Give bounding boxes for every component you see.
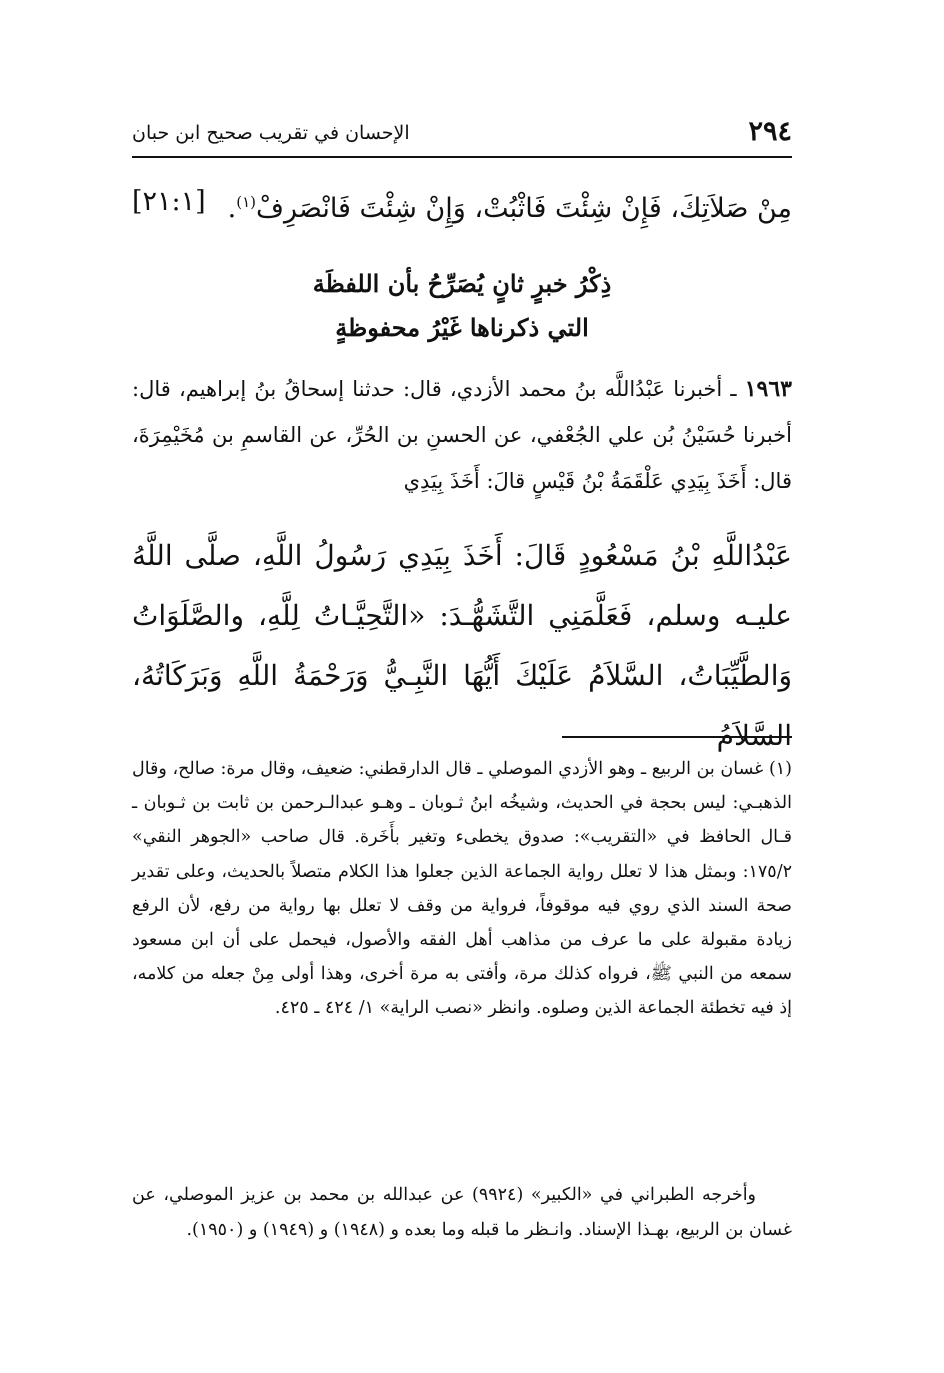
continuation-period: . (227, 193, 237, 224)
footnote-text: غسان بن الربيع ـ وهو الأزدي الموصلي ـ قال الدارقطني: ضعيف، وقال مرة: صالح، وقال الذهبـي: ليس بحجة في الحديث، وشيخُه ابنُ ثـوبان ـ وهـو عبدالـرحمن بن ثابت بن ثـوبان ـ قـال الحافظ في «التقريب»: صدوق يخطىء وتغير بأَخَرة. قال صاحب «الجوهر النقي» ١٧٥/٢: وبمثل هذا لا تعلل رواية الجماعة الذين جعلوا هذا الكلام متصلاً بالحديث، وعلى تقدير صحة السند الذي روي فيه موقوفاً، فرواية من وقف لا تعلل بها رواية من رفع، لأن الرفع زيادة مقبولة على ما عرف من مذاهب أهل الفقه والأصول، فيحمل على أن ابن مسعود سمعه من النبي ﷺ، فرواه كذلك مرة، وأفتى به مرة أخرى، وهذا أولى مِنْ جعله من كلامه، إذ فيه تخطئة الجماعة الذين وصلوه. وانظر «نصب الراية» ١/ ٤٢٤ ـ ٤٢٥. (132, 759, 792, 1019)
footnote-continuation (132, 1178, 792, 1247)
footnote-1 (132, 752, 792, 1026)
continuation-line (132, 178, 792, 233)
hadith-reference: [٢١:١] (132, 186, 206, 217)
hadith-matn: عَبْدُاللَّهِ بْنُ مَسْعُودٍ قَالَ: أَخَذَ بِيَدِي رَسُولُ اللَّهِ، صلَّى اللَّهُ عليـه وسلم، فَعَلَّمَنِي التَّشَهُّـدَ: «التَّحِيَّـاتُ لِلَّهِ، والصَّلَوَاتُ وَالطَّيِّبَاتُ، السَّلاَمُ عَلَيْكَ أَيُّهَا النَّبِـيُّ وَرَحْمَةُ اللَّهِ وَبَرَكَاتُهُ، السَّلاَمُ (132, 539, 792, 752)
page-number: ٢٩٤ (748, 116, 792, 147)
footnote-continuation-text: وأخرجه الطبراني في «الكبير» (٩٩٢٤) عن عبدالله بن محمد بن عزيز الموصلي، عن غسان بن الربيع، بهـذا الإسناد. وانـظر ما قبله وما بعده و (١٩٤٨) و (١٩٤٩) و (١٩٥٠). (132, 1185, 792, 1240)
footnote-reference: (١) (236, 193, 257, 211)
footnote-marker: (١) (768, 759, 792, 779)
hadith-number: ١٩٦٣ (744, 376, 792, 402)
chapter-heading-line-1: ذِكْرُ خبرٍ ثانٍ يُصَرِّحُ بأن اللفظَة (312, 269, 612, 298)
chapter-heading-line-2: التي ذكرناها غَيْرُ محفوظةٍ (335, 313, 589, 342)
footnote-separator (562, 736, 792, 738)
hadith-isnad-text: أخبرنا عَبْدُاللَّه بنُ محمد الأزدي، قال: حدثنا إسحاقُ بنُ إبراهيم، قال: أخبرنا حُسَيْنُ بُن علي الجُعْفي، عن الحسنِ بن الحُرِّ، عن القاسمِ بن مُخَيْمِرَةَ، قال: أَخَذَ بِيَدِي عَلْقَمَةُ بْنُ قَيْسٍ قالَ: أَخَذَ بِيَدِي (132, 377, 792, 493)
running-title: الإحسان في تقريب صحيح ابن حبان (132, 122, 410, 144)
chapter-heading (132, 262, 792, 350)
continuation-text: مِنْ صَلاَتِكَ، فَإِنْ شِئْتَ فَاثْبُتْ، وَإِنْ شِئْتَ فَانْصَرِفْ (256, 193, 792, 224)
continuation-text-group (228, 178, 792, 233)
hadith-dash: ـ (722, 377, 745, 401)
page-header (132, 112, 792, 158)
hadith-isnad (132, 366, 792, 504)
